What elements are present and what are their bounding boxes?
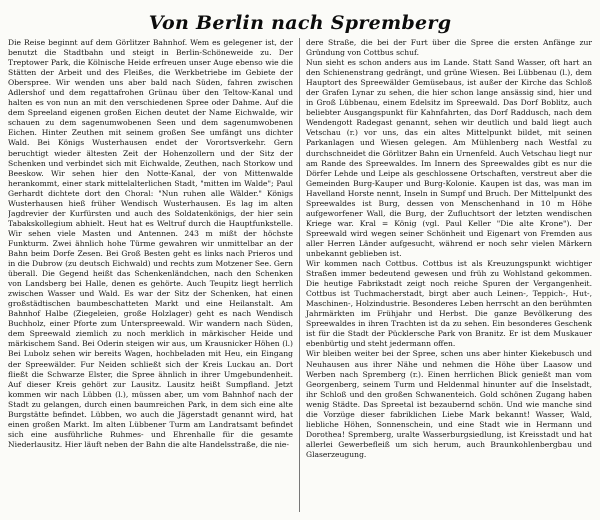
- text-columns: [8, 38, 592, 512]
- paragraph: dere Straße, die bei der Furt über die Spree die ersten Anfänge zur Gründung von Cottbus schuf.: [306, 38, 592, 58]
- left-column: [8, 38, 300, 512]
- paragraph: Wir bleiben weiter bei der Spree, schen uns aber hinter Kiekebusch und Neuhausen aus ihrer Nähe und nehmen die Höhe über Laasow und Werben nach Spremberg (r.). Einen herrlichen Blick genießt man vom Georgenberg, seinem Turm und Heldenmal hinunter auf die Inselstadt, ihr Schloß und den großen Schwanenteich. Gold schönen Zugang haben wenig Städte. Das Spreetal ist bezaubernd schön. Und wie manche sind die Vorzüge dieser fabriklichen Liebe Mark bekannt! Wasser, Wald, liebliche Höhen, Sonnenschein, und eine Stadt wie in Hermann und Dorothea! Spremberg, uralte Wasserburgsiedlung, ist Kreisstadt und hat allerlei Gewerbefleiß um sich herum, auch Braunkohlenbergbau und Glaserzeugung.: [306, 349, 592, 459]
- paragraph: Wir kommen nach Cottbus. Cottbus ist als Kreuzungspunkt wichtiger Straßen immer bedeutend gewesen und früh zu Wohlstand gekommen. Die heutige Fabrikstadt zeigt noch reiche Spuren der Vergangenheit. Cottbus ist Tuchmacherstadt, birgt aber auch Leinen-, Teppich-, Hut-, Maschinen-, Holzindustrie. Besonderes Leben herrscht an den berühmten Jahrmärkten im Frühjahr und Herbst. Die ganze Bevölkerung des Spreewaldes in ihren Trachten ist da zu sehen. Ein besonderes Geschenk ist für die Stadt der Pücklersche Park von Branitz. Er ist dem Muskauer ebenbürtig und steht jedermann offen.: [306, 259, 592, 349]
- paragraph: Nun sieht es schon anders aus im Lande. Statt Sand Wasser, oft hart an den Schienenstrang gedrängt, und grüne Wiesen. Bei Lübbenau (l.), dem Hauptort des Spreewälder Gemüsebaus, ist außer der Kirche das Schloß der Grafen Lynar zu sehen, die hier schon lange ansässig sind, hier und in Groß Lübbenau, einem Edelsitz im Spreewald. Das Dorf Boblitz, auch beliebter Ausgangspunkt für Kahnfahrten, das Dorf Raddusch, nach dem Wendengott Radegast genannt, sehen wir deutlich und bald liegt auch Vetschau (r.) vor uns, das ein altes Mittelpunkt bildet, mit seinen Parkanlagen und Wiesen gelegen. Am Mühlenberg nach Westfal zu durchschneidet die Görlitzer Bahn ein Urnenfeld. Auch Vetschau liegt nur am Rande des Spreewaldes. Im Innern des Spreewaldes gibt es nur die Dörfer Lehde und Leipe als geschlossene Ortschaften, verstreut aber die Gemeinden Burg-Kauper und Burg-Kolonie. Kaupen ist das, was man im Havelland Horste nennt, Inseln in Sumpf und Bruch. Der Mittelpunkt des Spreewaldes ist Burg, dessen von Menschenhand in 10 m Höhe aufgeworfener Wall, die Burg, der Zufluchtsort der letzten wendischen Kriege war. Kral = König (vgl. Paul Keller "Die alte Krone"). Der Spreewald wird wegen seiner Schönheit und Eigenart von Fremden aus aller Herren Länder aufgesucht, während er noch sehr vielen Märkern unbekannt geblieben ist.: [306, 58, 592, 258]
- right-column: [300, 38, 592, 512]
- article-title: Von Berlin nach Spremberg: [148, 12, 452, 34]
- paragraph: Die Reise beginnt auf dem Görlitzer Bahnhof. Wem es gelegener ist, der benutzt die Stadtbahn und steigt in Berlin-Schöneweide zu. Der Treptower Park, die Kölnische Heide erfreuen unser Auge ebenso wie die Stätten der Arbeit und des Fleißes, die Werkbetriebe im Gebiete der Oberspree. Wir wenden uns aber bald nach Süden, fahren zwischen Adlershof und dem regattafrohen Grünau über den Teltow-Kanal und halten es von nun an mit den verschiedenen Spree oder Dahme. Auf die dem Spreeland eigenen großen Eichen deutet der Name Eichwalde, wir schauen zu dem sagenumwobenen Seen und dem sagenumwobenen Eichen. Hinter Zeuthen mit seinem großen See umfängt uns dichter Wald. Bei Königs Wusterhausen endet der Vorortsverkehr. Gern beruchtigt wieder ältesten Zeit der Hohenzollern und der Sitz der Schenken und verbindet sich mit Eichwalde, Zeuthen, nach Storkow und Beeskow. Wir sehen hier den Notte-Kanal, der von Mittenwalde herankommt, einer stark mittelalterlichen Stadt, "mitten im Walde"; Paul Gerhardt dichtete dort den Choral: "Nun ruhen alle Wälder." Königs Wusterhausen hieß früher Wendisch Wusterhausen. Es lag im alten Jagdrevier der Kurfürsten und auch des Soldatenkönigs, der hier sein Tabakskollegium abhielt. Heut hat es Weltruf durch die Hauptfunkstelle. Wir sehen viele Masten und Antennen. 243 m mißt der höchste Funkturm. Zwei ähnlich hohe Türme gewahren wir unmittelbar an der Bahn beim Dorfe Zesen. Bei Groß Besten geht es links nach Prieros und in die Dubrow (zu deutsch Eichwald) und rechts zum Motzener See. Gern überall. Die Gegend heißt das Schenkenländchen, nach den Schenken von Landsberg bei Halle, denen es gehörte. Auch Teupitz liegt herrlich zwischen Wasser und Wald. Es war der Sitz der Schenken, hat einen großstädtischen baumbeschatteten Markt und eine Heilanstalt. Am Bahnhof Halbe (Ziegeleien, große Holzlager) geht es nach Wendisch Buchholz, einer Pforte zum Unterspreewald. Wir wandern nach Süden, dem Spreewald ziemlich zu noch merklich in märkischer Heide und märkischem Sand. Bei Oderin steigen wir aus, um Krausnicker Höhen (l.) Bei Lubolz sehen wir bereits Wagen, hochbeladen mit Heu, ein Eingang der Spreewälder. Fur Neiden schließt sich der Kreis Luckau an. Dort fließt die Schwarze Elster, die Spree ähnlich in ihrer Umgebundenheit. Auf dieser Kreis gehört zur Lausitz. Lausitz heißt Sumpfland. Jetzt kommen wir nach Lübben (l.), müssen aber, um vom Bahnhof nach der Stadt zu gelangen, durch einen baumreichen Park, in dem sich eine alte Burgstätte befindet. Lübben, wo auch die Jägerstadt genannt wird, hat einen großen Markt. Im alten Lübbener Turm am Landratsamt befindet sich eine ausführliche Ruhmes- und Ehrenhalle für die gesamte Niederlausitz. Hier läuft neben der Bahn die alte Handelsstraße, die nie-: [8, 38, 293, 449]
